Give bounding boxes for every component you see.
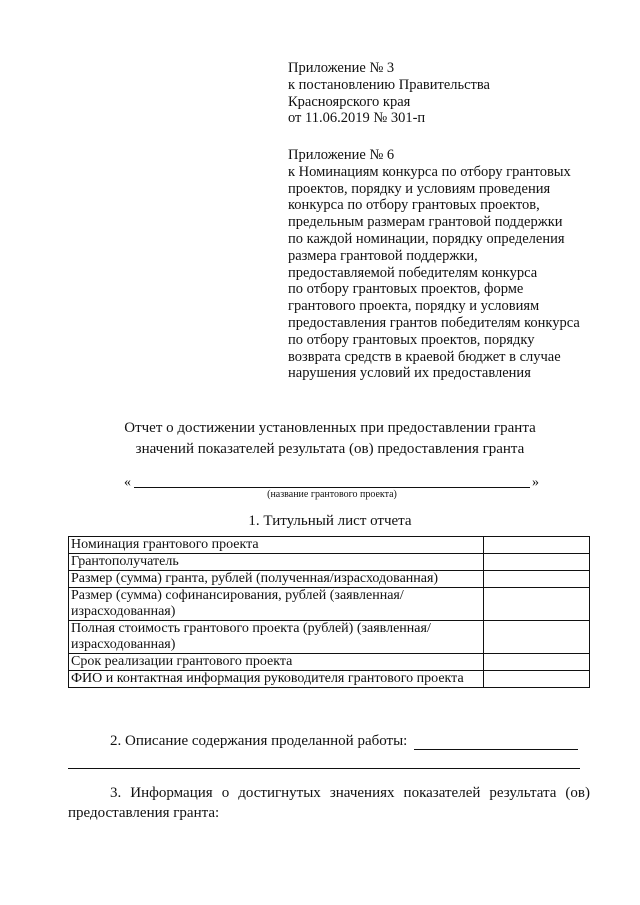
project-name-field[interactable]	[134, 487, 530, 488]
row-value-nomination[interactable]	[483, 537, 589, 554]
section-2-label: 2. Описание содержания проделанной работы:	[110, 733, 408, 749]
row-label-full-cost: Полная стоимость грантового проекта (рублей) (заявленная/израсходованная)	[69, 621, 484, 654]
appendix-3-line: Красноярского края	[288, 93, 411, 110]
appendix-6-header	[288, 147, 580, 382]
appendix-6-line: по отбору грантовых проектов, порядку	[288, 331, 535, 348]
row-label-term: Срок реализации грантового проекта	[69, 654, 484, 671]
appendix-6-line: возврата средств в краевой бюджет в случае	[288, 348, 561, 365]
appendix-6-line: грантового проекта, порядку и условиям	[288, 298, 540, 315]
report-title-line-2: значений показателей результата (ов) предоставления гранта	[135, 441, 525, 457]
table-row	[69, 537, 590, 554]
appendix-6-line: проектов, порядку и условиям проведения	[288, 180, 551, 197]
appendix-6-line: по каждой номинации, порядку определения	[288, 230, 565, 247]
table-row	[69, 654, 590, 671]
appendix-3-line: Приложение № 3	[288, 60, 395, 76]
appendix-6-line: предоставляемой победителям конкурса	[288, 264, 538, 281]
row-value-grantee[interactable]	[483, 554, 589, 571]
appendix-6-line: по отбору грантовых проектов, форме	[288, 281, 524, 298]
appendix-6-line: предельным размерам грантовой поддержки	[288, 214, 563, 231]
appendix-6-line: нарушения условий их предоставления	[288, 365, 531, 382]
table-row	[69, 671, 590, 688]
report-title-line-1: Отчет о достижении установленных при предоставлении гранта	[124, 420, 536, 436]
appendix-6-line: конкурса по отбору грантовых проектов,	[288, 197, 540, 214]
close-quote: »	[532, 475, 539, 490]
section-1-heading: 1. Титульный лист отчета	[248, 513, 412, 529]
project-name-caption: (название грантового проекта)	[267, 489, 397, 500]
appendix-3-line: от 11.06.2019 № 301-п	[288, 110, 426, 127]
section-3-line-1: 3. Информация о достигнутых значениях показателей результата (ов)	[110, 785, 590, 801]
work-description-field-continued[interactable]	[68, 768, 580, 769]
row-value-cofinancing[interactable]	[483, 588, 589, 621]
title-sheet-table	[68, 536, 590, 688]
appendix-3-line: к постановлению Правительства	[288, 76, 490, 93]
appendix-6-line: размера грантовой поддержки,	[288, 247, 478, 264]
row-label-cofinancing: Размер (сумма) софинансирования, рублей (заявленная/израсходованная)	[69, 588, 484, 621]
row-value-grant-amount[interactable]	[483, 571, 589, 588]
appendix-3-header	[288, 60, 490, 127]
table-row	[69, 588, 590, 621]
table-row	[69, 554, 590, 571]
row-value-full-cost[interactable]	[483, 621, 589, 654]
row-label-manager-contact: ФИО и контактная информация руководителя грантового проекта	[69, 671, 484, 688]
row-label-grant-amount: Размер (сумма) гранта, рублей (полученная/израсходованная)	[69, 571, 484, 588]
row-value-term[interactable]	[483, 654, 589, 671]
report-title	[60, 418, 600, 460]
section-3-text	[68, 783, 590, 823]
row-label-grantee: Грантополучатель	[69, 554, 484, 571]
row-value-manager-contact[interactable]	[483, 671, 589, 688]
table-row	[69, 571, 590, 588]
appendix-6-line: предоставления грантов победителям конкурса	[288, 314, 580, 331]
appendix-6-line: к Номинациям конкурса по отбору грантовых	[288, 163, 571, 180]
open-quote: «	[124, 475, 131, 490]
table-row	[69, 621, 590, 654]
row-label-nomination: Номинация грантового проекта	[69, 537, 484, 554]
section-3-line-2: предоставления гранта:	[68, 805, 220, 821]
work-description-field[interactable]	[414, 749, 578, 750]
appendix-6-line: Приложение № 6	[288, 147, 395, 163]
